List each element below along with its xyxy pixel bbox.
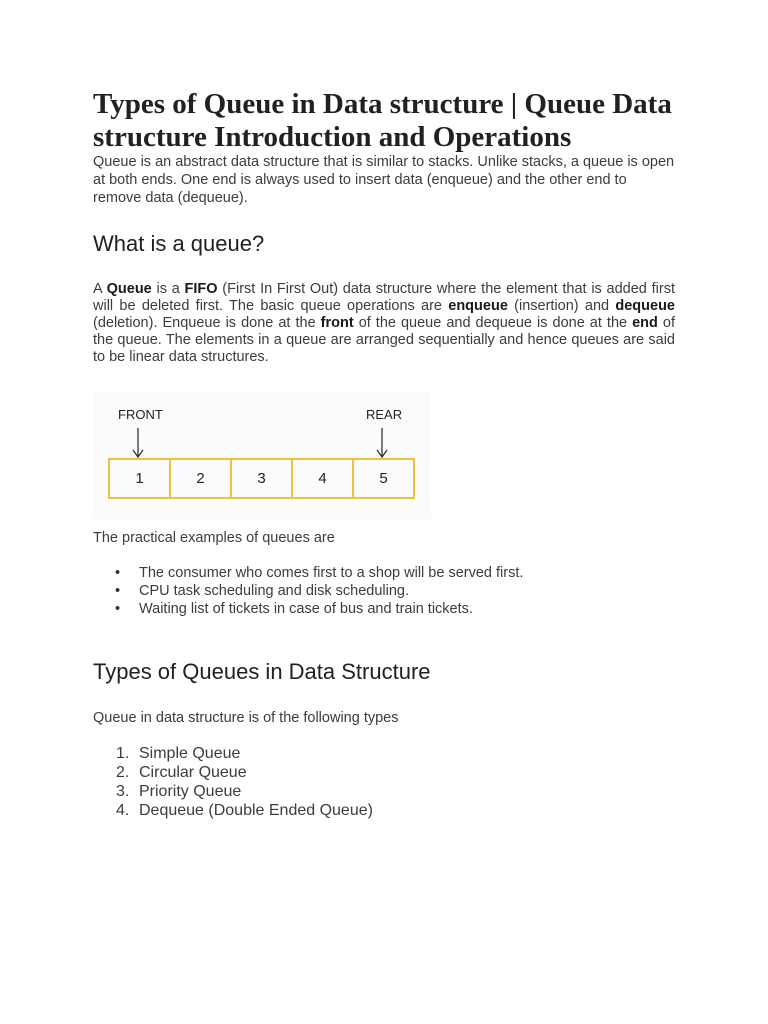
- page-title: Types of Queue in Data structure | Queue Data structure Introduction and Operations: [93, 88, 672, 153]
- examples-lead: The practical examples of queues are: [93, 530, 335, 546]
- queue-cell: 3: [230, 458, 293, 499]
- term-fifo: FIFO: [184, 281, 218, 297]
- term-end: end: [632, 315, 658, 331]
- list-item: • The consumer who comes first to a shop will be served first.: [93, 564, 523, 582]
- list-item: 2. Circular Queue: [116, 764, 247, 781]
- queue-cell: 4: [291, 458, 354, 499]
- list-item: 1. Simple Queue: [116, 745, 241, 762]
- pointer-arrows: [93, 391, 431, 519]
- examples-list: [93, 564, 523, 618]
- rear-arrow-icon: [377, 428, 387, 457]
- front-arrow-icon: [133, 428, 143, 457]
- list-item: • Waiting list of tickets in case of bus and train tickets.: [93, 600, 523, 618]
- queue-cell: 2: [169, 458, 232, 499]
- rear-label: REAR: [366, 407, 403, 422]
- types-lead: Queue in data structure is of the following types: [93, 710, 399, 726]
- front-label: FRONT: [118, 407, 163, 422]
- queue-diagram: [93, 391, 431, 519]
- list-item: • CPU task scheduling and disk scheduling.: [93, 582, 523, 600]
- queue-cell: 1: [108, 458, 171, 499]
- queue-definition-paragraph: A Queue is a FIFO (First In First Out) data structure where the element that is added first will be deleted first. The basic queue operations are enqueue (insertion) and dequeue (deletion). Enqueue is done at the front of the queue and dequeue is done at the end of the queue. The elements in a queue are arranged sequentially and hence queues are said to be linear data structures.: [93, 281, 675, 365]
- list-item: 3. Priority Queue: [116, 783, 242, 800]
- intro-paragraph: Queue is an abstract data structure that is similar to stacks. Unlike stacks, a queue is open at both ends. One end is always used to insert data (enqueue) and the other end to remove data (dequeue).: [93, 154, 675, 206]
- term-enqueue: enqueue: [448, 298, 508, 314]
- list-item: 4. Dequeue (Double Ended Queue): [116, 802, 373, 819]
- term-queue: Queue: [106, 281, 152, 297]
- term-dequeue: dequeue: [615, 298, 675, 314]
- queue-cells: [108, 458, 413, 499]
- term-front: front: [320, 315, 354, 331]
- types-list: [93, 744, 373, 820]
- section-heading-types: Types of Queues in Data Structure: [93, 659, 431, 684]
- queue-cell: 5: [352, 458, 415, 499]
- section-heading-what-is-queue: What is a queue?: [93, 231, 265, 256]
